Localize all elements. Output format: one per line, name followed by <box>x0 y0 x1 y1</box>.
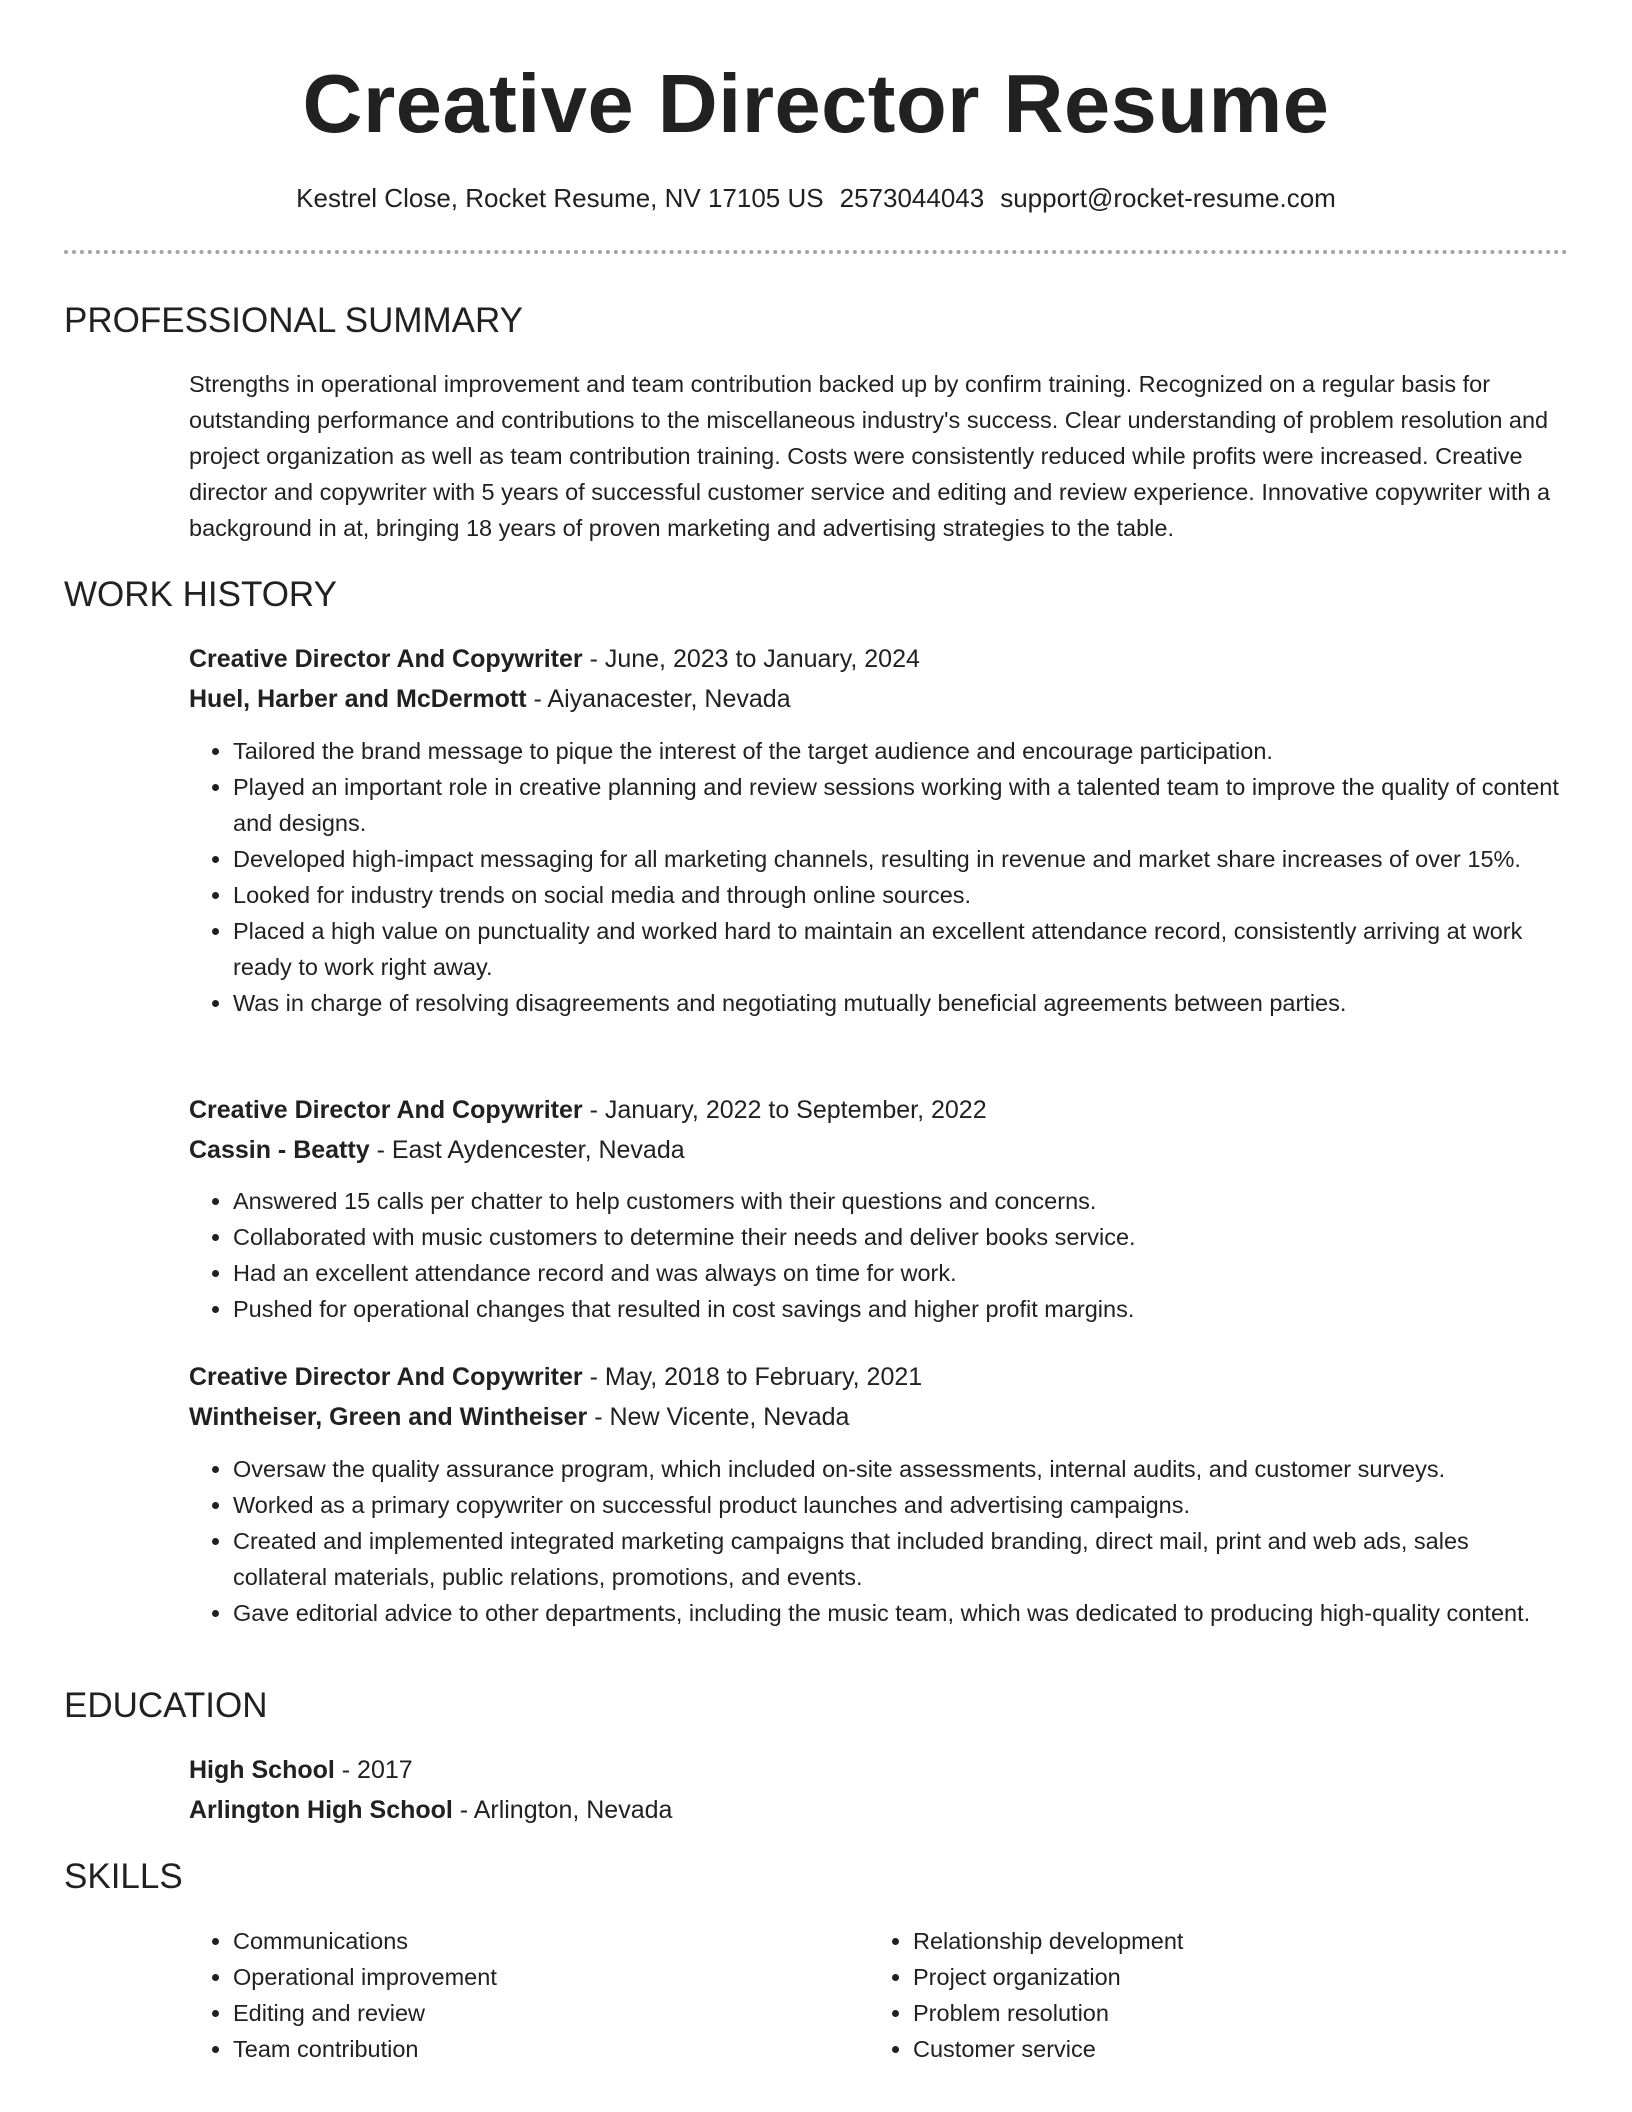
job-location: - New Vicente, Nevada <box>587 1403 850 1431</box>
job-title: Creative Director And Copywriter <box>189 1096 583 1124</box>
list-item: • Tailored the brand message to pique the interest of the target audience and encourage participation. <box>233 733 1564 769</box>
header-divider <box>64 250 1568 254</box>
job-title: Creative Director And Copywriter <box>189 1363 583 1391</box>
list-item: • Placed a high value on punctuality and worked hard to maintain an excellent attendance record, consistently arriving at work ready to work right away. <box>233 913 1564 985</box>
job-company-line <box>189 1131 685 1169</box>
job-location: - East Aydencester, Nevada <box>369 1136 685 1164</box>
section-heading-skills: SKILLS <box>64 1857 183 1896</box>
job-title-line <box>189 640 920 678</box>
skills-list-right <box>869 1923 1509 2067</box>
list-item: • Played an important role in creative planning and review sessions working with a talented team to improve the quality of content and designs. <box>233 769 1564 841</box>
education-degree: High School <box>189 1756 335 1784</box>
section-heading-work-history: WORK HISTORY <box>64 575 337 614</box>
skill-item: • Operational improvement <box>233 1959 829 1995</box>
education-degree-line <box>189 1751 413 1789</box>
job-company-line <box>189 1398 849 1436</box>
job-title: Creative Director And Copywriter <box>189 645 583 673</box>
skill-item: • Team contribution <box>233 2031 829 2067</box>
list-item: • Gave editorial advice to other departments, including the music team, which was dedicated to producing high-quality content. <box>233 1595 1564 1631</box>
list-item: • Looked for industry trends on social media and through online sources. <box>233 877 1564 913</box>
job-dates: - January, 2022 to September, 2022 <box>582 1096 987 1124</box>
section-heading-education: EDUCATION <box>64 1686 268 1725</box>
job-company: Wintheiser, Green and Wintheiser <box>189 1403 588 1431</box>
list-item: • Worked as a primary copywriter on successful product launches and advertising campaigns. <box>233 1487 1564 1523</box>
job-company: Huel, Harber and McDermott <box>189 685 527 713</box>
job-bullets <box>189 1451 1564 1631</box>
list-item: • Answered 15 calls per chatter to help customers with their questions and concerns. <box>233 1183 1564 1219</box>
list-item: • Developed high-impact messaging for all marketing channels, resulting in revenue and market share increases of over 15%. <box>233 841 1564 877</box>
list-item: • Had an excellent attendance record and was always on time for work. <box>233 1255 1564 1291</box>
list-item: • Pushed for operational changes that resulted in cost savings and higher profit margins. <box>233 1291 1564 1327</box>
job-title-line <box>189 1358 922 1396</box>
job-title-line <box>189 1091 987 1129</box>
list-item: • Oversaw the quality assurance program, which included on-site assessments, internal audits, and customer surveys. <box>233 1451 1564 1487</box>
skill-item: • Problem resolution <box>913 1995 1509 2031</box>
contact-email: support@rocket-resume.com <box>1000 183 1336 213</box>
education-location: - Arlington, Nevada <box>452 1796 673 1824</box>
skill-item: • Editing and review <box>233 1995 829 2031</box>
job-company-line <box>189 680 791 718</box>
skill-item: • Project organization <box>913 1959 1509 1995</box>
job-bullets <box>189 1183 1564 1327</box>
contact-address: Kestrel Close, Rocket Resume, NV 17105 US <box>296 183 824 213</box>
list-item: • Was in charge of resolving disagreements and negotiating mutually beneficial agreements between parties. <box>233 985 1564 1021</box>
contact-phone: 2573044043 <box>839 183 985 213</box>
section-heading-summary: PROFESSIONAL SUMMARY <box>64 301 523 340</box>
education-school: Arlington High School <box>189 1796 453 1824</box>
job-location: - Aiyanacester, Nevada <box>526 685 791 713</box>
job-bullets <box>189 733 1564 1021</box>
skills-list-left <box>189 1923 829 2067</box>
contact-line <box>0 180 1632 216</box>
education-school-line <box>189 1791 672 1829</box>
job-company: Cassin - Beatty <box>189 1136 370 1164</box>
skill-item: • Communications <box>233 1923 829 1959</box>
resume-title: Creative Director Resume <box>302 57 1330 150</box>
skill-item: • Customer service <box>913 2031 1509 2067</box>
job-dates: - June, 2023 to January, 2024 <box>582 645 920 673</box>
education-year: - 2017 <box>334 1756 413 1784</box>
skill-item: • Relationship development <box>913 1923 1509 1959</box>
summary-text: Strengths in operational improvement and team contribution backed up by confirm training. Recognized on a regular basis for outstanding performance and contributions to the miscellaneous industry's success. Clear understanding of problem resolution and project organization as well as team contribution training. Costs were consistently reduced while profits were increased. Creative director and copywriter with 5 years of successful customer service and editing and review experience. Innovative copywriter with a background in at, bringing 18 years of proven marketing and advertising strategies to the table. <box>189 371 1551 541</box>
job-dates: - May, 2018 to February, 2021 <box>582 1363 923 1391</box>
list-item: • Collaborated with music customers to determine their needs and deliver books service. <box>233 1219 1564 1255</box>
list-item: • Created and implemented integrated marketing campaigns that included branding, direct mail, print and web ads, sales collateral materials, public relations, promotions, and events. <box>233 1523 1564 1595</box>
